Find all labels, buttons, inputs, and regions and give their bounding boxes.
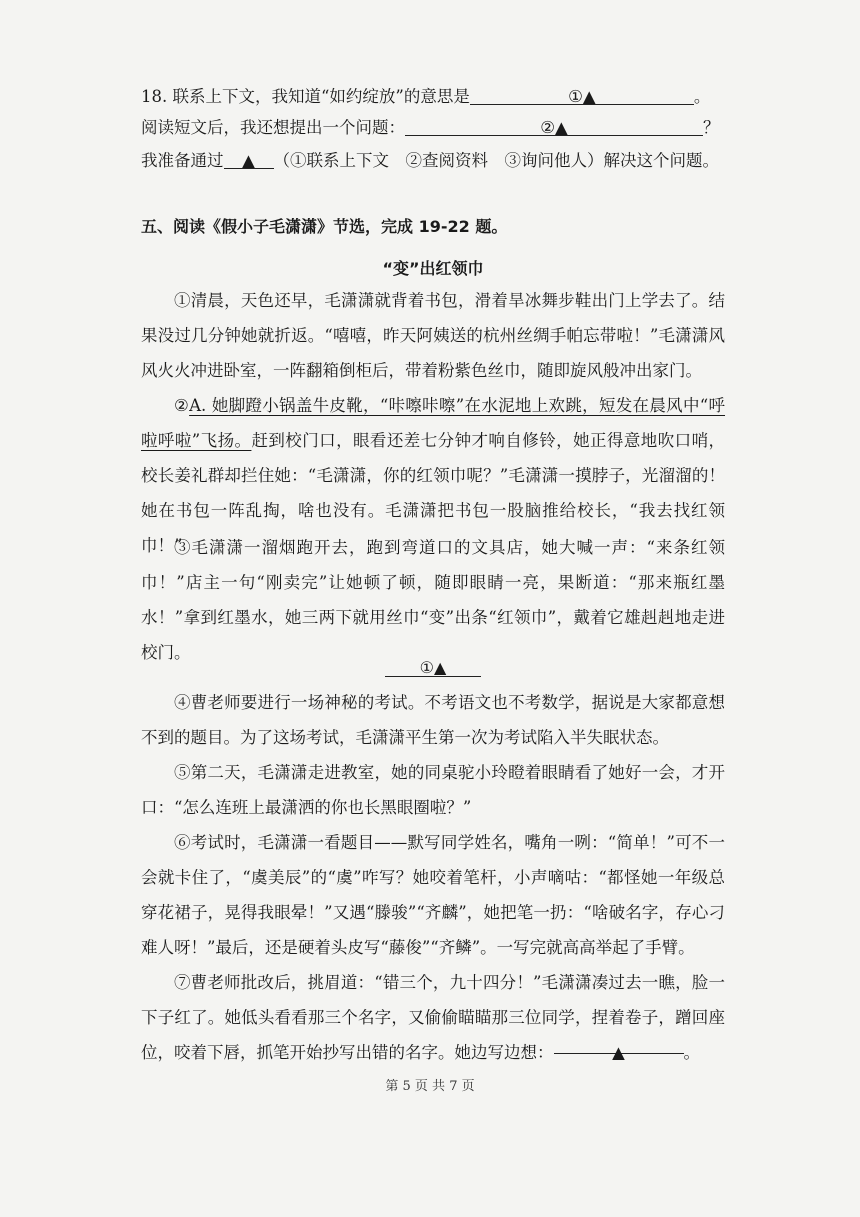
paragraph-5: ⑤第二天，毛潇潇走进教室，她的同桌驼小玲瞪着眼睛看了她好一会，才开口：“怎么连班上最潇洒的你也长黑眼圈啦？”: [141, 763, 725, 817]
paragraph-1: ①清晨，天色还早，毛潇潇就背着书包，滑着旱冰舞步鞋出门上学去了。结果没过几分钟她就折返。“嘻嘻，昨天阿姨送的杭州丝绸手帕忘带啦！”毛潇潇风风火火冲进卧室，一阵翻箱倒柜后，带着粉紫色丝巾，随即旋风般冲出家门。: [141, 291, 725, 380]
paragraph-3: ③毛潇潇一溜烟跑开去，跑到弯道口的文具店，她大喊一声：“来条红领巾！”店主一句“刚卖完”让她顿了顿，随即眼睛一亮，果断道：“那来瓶红墨水！”拿到红墨水，她三两下就用丝巾“变”出条“红领巾”，戴着它雄赳赳地走进校门。: [141, 538, 725, 662]
answer-blank-4[interactable]: ▲: [554, 1035, 684, 1054]
question-18-line-2: 阅读短文后，我还想提出一个问题： ②▲ ？: [141, 118, 720, 137]
answer-blank-2[interactable]: ②▲: [405, 117, 703, 136]
question-18-line-3: 我准备通过 ▲ （①联系上下文 ②查阅资料 ③询问他人）解决这个问题。: [141, 151, 719, 170]
section-heading: 五、阅读《假小子毛潇潇》节选，完成 19-22 题。: [141, 217, 508, 236]
underlined-sentence-a: A. 她脚蹬小锅盖牛皮靴，“咔嚓咔嚓”在水泥地上欢跳，短发在晨风中“呼啦呼啦”飞扬。: [141, 396, 726, 450]
answer-blank-1[interactable]: ①▲: [470, 86, 694, 105]
subtitle-blank[interactable]: ①▲: [141, 658, 725, 677]
paragraph-4: ④曹老师要进行一场神秘的考试。不考语文也不考数学，据说是大家都意想不到的题目。为了这场考试，毛潇潇平生第一次为考试陷入半失眠状态。: [141, 693, 725, 747]
passage-title: “变”出红领巾: [382, 259, 484, 278]
page-footer: 第 5 页 共 7 页: [385, 1079, 475, 1094]
question-18-line-1: 18. 联系上下文，我知道“如约绽放”的意思是 ①▲ 。: [141, 87, 711, 106]
paragraph-7: ⑦曹老师批改后，挑眉道：“错三个，九十四分！”毛潇潇凑过去一瞧，脸一下子红了。她低头看看那三个名字，又偷偷瞄瞄那三位同学，捏着卷子，蹭回座位，咬着下唇，抓笔开始抄写出错的名字。她边写边想： ▲ 。: [141, 973, 725, 1062]
paragraph-6: ⑥考试时，毛潇潇一看题目——默写同学姓名，嘴角一咧：“简单！”可不一会就卡住了，“虞美辰”的“虞”咋写？她咬着笔杆，小声嘀咕：“都怪她一年级总穿花裙子，晃得我眼晕！”又遇“滕骏”“齐麟”，她把笔一扔：“啥破名字，存心刁难人呀！”最后，还是硬着头皮写“藤俊”“齐鳞”。一写完就高高举起了手臂。: [141, 833, 725, 957]
paragraph-2: ②A. 她脚蹬小锅盖牛皮靴，“咔嚓咔嚓”在水泥地上欢跳，短发在晨风中“呼啦呼啦”飞扬。赶到校门口，眼看还差七分钟才响自修铃，她正得意地吹口哨，校长姜礼群却拦住她：“毛潇潇，你的红领巾呢？”毛潇潇一摸脖子，光溜溜的！她在书包一阵乱掏，啥也没有。毛潇潇把书包一股脑推给校长，“我去找红领巾！”: [141, 396, 726, 555]
answer-blank-3[interactable]: ▲: [224, 150, 274, 169]
